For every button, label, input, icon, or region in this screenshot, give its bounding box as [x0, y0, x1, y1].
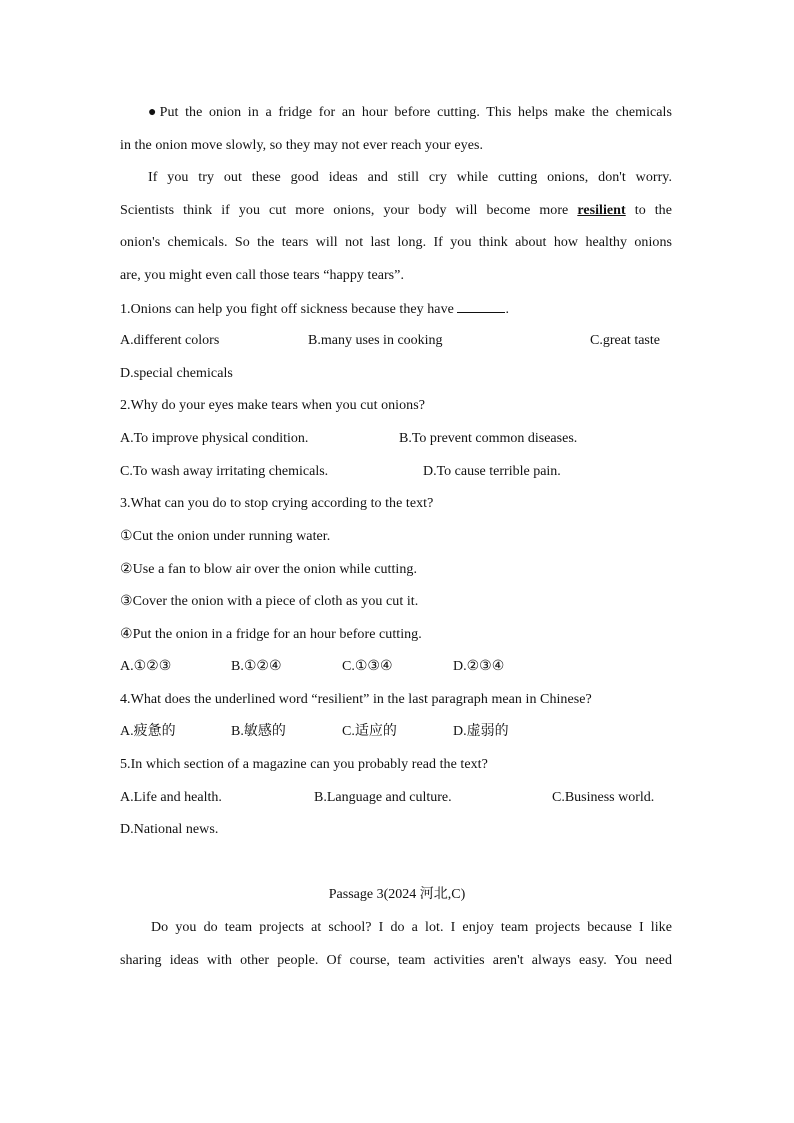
paragraph-2-line-2-pre: Scientists think if you cut more onions, your body will become more	[120, 203, 569, 218]
q3-item-3: ③Cover the onion with a piece of cloth as you cut it.	[120, 594, 419, 609]
question-1-text: 1.Onions can help you fight off sickness because they have	[120, 302, 454, 317]
question-1-stem	[120, 300, 672, 319]
q1-option-c: C.great taste	[590, 333, 660, 348]
q3-option-b: B.①②④	[231, 659, 282, 674]
paragraph-2-line-2	[120, 202, 672, 220]
passage-3-title: Passage 3(2024 河北,C)	[328, 887, 466, 902]
q5-option-b: B.Language and culture.	[314, 790, 452, 805]
q4-option-b: B.敏感的	[231, 724, 286, 739]
question-5-stem: 5.In which section of a magazine can you probably read the text?	[120, 757, 488, 772]
q3-item-2: ②Use a fan to blow air over the onion while cutting.	[120, 562, 418, 577]
paragraph-2-line-4: are, you might even call those tears “happy tears”.	[120, 268, 404, 283]
question-3-stem: 3.What can you do to stop crying according to the text?	[120, 496, 434, 511]
q3-option-d: D.②③④	[453, 659, 505, 674]
q2-option-a: A.To improve physical condition.	[120, 431, 309, 446]
paragraph-1-line-1: ●Put the onion in a fridge for an hour before cutting. This helps make the chemicals	[148, 105, 672, 120]
q1-option-d: D.special chemicals	[120, 366, 233, 381]
q3-item-4: ④Put the onion in a fridge for an hour before cutting.	[120, 627, 422, 642]
q4-option-a: A.疲惫的	[120, 724, 176, 739]
q2-option-c: C.To wash away irritating chemicals.	[120, 464, 329, 479]
question-4-stem: 4.What does the underlined word “resilient” in the last paragraph mean in Chinese?	[120, 692, 592, 707]
q2-option-d: D.To cause terrible pain.	[423, 464, 561, 479]
question-1-end: .	[505, 302, 510, 317]
paragraph-2-line-1: If you try out these good ideas and still cry while cutting onions, don't worry.	[148, 170, 672, 185]
q5-option-c: C.Business world.	[552, 790, 655, 805]
question-4-options	[120, 723, 680, 741]
q1-option-b: B.many uses in cooking	[308, 333, 443, 348]
paragraph-2-line-2-post: to the	[634, 203, 672, 218]
q3-option-a: A.①②③	[120, 659, 172, 674]
question-2-options-row-1	[120, 430, 680, 448]
answer-blank	[457, 300, 505, 313]
question-5-options	[120, 789, 680, 807]
q4-option-d: D.虚弱的	[453, 724, 509, 739]
q3-option-c: C.①③④	[342, 659, 393, 674]
question-2-options-row-2	[120, 463, 680, 481]
question-1-options	[120, 332, 680, 350]
q1-option-a: A.different colors	[120, 333, 220, 348]
question-3-options	[120, 658, 680, 676]
q2-option-b: B.To prevent common diseases.	[399, 431, 578, 446]
q5-option-d: D.National news.	[120, 822, 219, 837]
underlined-keyword: resilient	[577, 203, 626, 218]
q5-option-a: A.Life and health.	[120, 790, 222, 805]
question-2-stem: 2.Why do your eyes make tears when you cut onions?	[120, 398, 425, 413]
q4-option-c: C.适应的	[342, 724, 397, 739]
passage-3-line-2: sharing ideas with other people. Of course, team activities aren't always easy. You need	[120, 953, 672, 968]
paragraph-2-line-3: onion's chemicals. So the tears will not last long. If you think about how healthy onions	[120, 235, 672, 250]
q3-item-1: ①Cut the onion under running water.	[120, 529, 331, 544]
passage-3-line-1: Do you do team projects at school? I do a lot. I enjoy team projects because I like	[151, 920, 672, 935]
paragraph-1-line-2: in the onion move slowly, so they may not ever reach your eyes.	[120, 138, 484, 153]
